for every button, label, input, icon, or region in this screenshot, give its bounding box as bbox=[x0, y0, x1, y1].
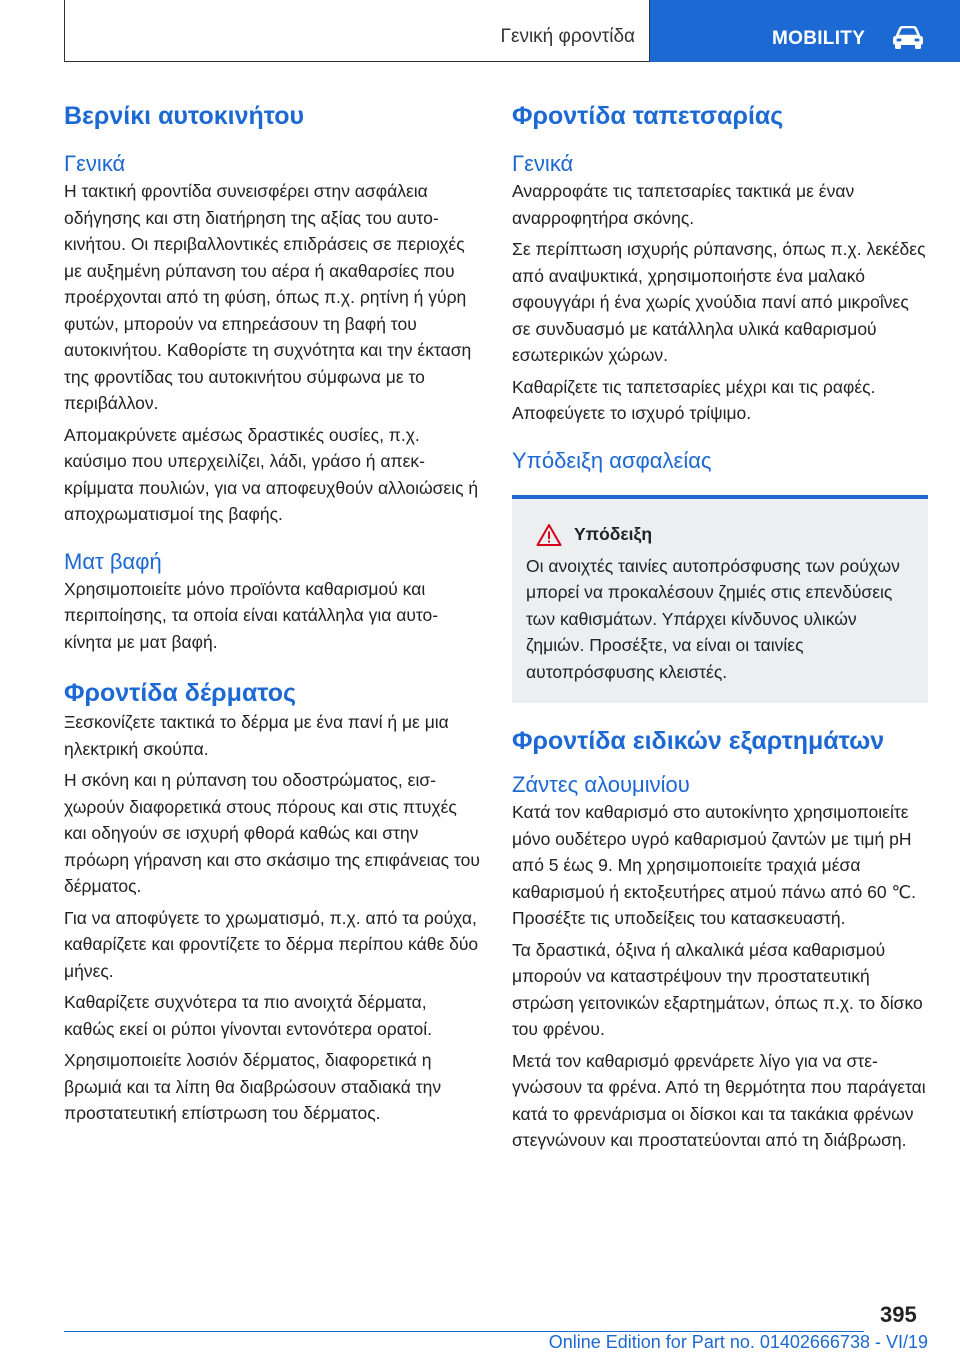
paragraph: Η σκόνη και η ρύπανση του οδοστρώματος, εισχωρούν διαφορετικά στους πόρους και στις πτυχές και οδηγούν σε ισχυρή φθορά καθώς και στην πρόωρη γήρανση και στο σκάσιμο της επιφάνειας του δέρματος. bbox=[64, 770, 480, 896]
warning-box bbox=[512, 495, 928, 704]
left-column bbox=[64, 100, 480, 1127]
paragraph: Χρησιμοποιείτε μόνο προϊόντα καθαρισμού και περιποίησης, τα οποία είναι κατάλληλα για αυτοκίνητα με ματ βαφή. bbox=[64, 578, 439, 652]
warning-title: Υπόδειξη bbox=[574, 524, 653, 544]
page-number: 395 bbox=[880, 1302, 917, 1327]
header-brand-label: MOBILITY bbox=[772, 28, 866, 49]
footer-edition: Online Edition for Part no. 01402666738 - VI/19 bbox=[548, 1332, 928, 1352]
heading-upholstery: Φροντίδα ταπετσαρίας bbox=[512, 102, 784, 130]
car-icon bbox=[891, 26, 925, 50]
subheading-safety: Υπόδειξη ασφαλείας bbox=[512, 447, 712, 473]
header-section-box bbox=[64, 0, 650, 62]
subheading-matt: Ματ βαφή bbox=[64, 548, 162, 574]
paragraph: Τα δραστικά, όξινα ή αλκαλικά μέσα καθαρισμού μπορούν να καταστρέψουν την προστατευτική στρώση γειτονικών εξαρτημάτων, όπως π.χ. το δίσκο του φρένου. bbox=[512, 939, 923, 1039]
warning-text: Οι ανοιχτές ταινίες αυτοπρόσφυσης των ρούχων μπορεί να προκαλέσουν ζημιές στις επενδύσεις των καθισμάτων. Υπάρχει κίνδυνος υλικών ζημιών. Προσέξτε, να είναι οι ταινίες αυτοπρόσφυσης κλειστές. bbox=[526, 555, 900, 682]
paragraph: Η τακτική φροντίδα συνεισφέρει στην ασφάλεια οδήγησης και στη διατήρηση της αξίας του αυτοκινήτου. Οι περιβαλλοντικές επιδράσεις σε περιοχές με αυξημένη ρύπανση του αέρα ή ακαθαρσίες που προέρχονται από τη φύση, όπως π.χ. ρητίνη ή γύρη φυτών, μπορούν να επηρεάσουν τη βαφή του αυτοκινήτου. Καθορίστε τη συχνότητα και την έκταση της φροντίδας του αυτοκινήτου σύμφωνα με το περιβάλλον. bbox=[64, 181, 472, 413]
paragraph: Αναρροφάτε τις ταπετσαρίες τακτικά με έναν αναρροφητήρα σκόνης. bbox=[512, 181, 855, 228]
header-section-title: Γενική φροντίδα bbox=[500, 26, 635, 47]
paragraph: Κατά τον καθαρισμό στο αυτοκίνητο χρησιμοποιείτε μόνο ουδέτερο υγρό καθαρισμού ζαντών με τιμή pH από 5 έως 9. Μη χρησιμοποιείτε τραχιά μέσα καθαρισμού ή εκτοξευτήρες ατμού πάνω από 60 ℃. Προσέξτε τις υποδείξεις του κατασκευαστή. bbox=[512, 802, 916, 928]
subheading-general: Γενικά bbox=[512, 151, 574, 176]
subheading-wheels: Ζάντες αλουμινίου bbox=[512, 772, 690, 797]
paragraph: Καθαρίζετε τις ταπετσαρίες μέχρι και τις ραφές. Αποφεύγετε το ισχυρό τρίψιμο. bbox=[512, 376, 876, 423]
heading-leather: Φροντίδα δέρματος bbox=[64, 679, 297, 707]
header-brand-box bbox=[650, 0, 960, 62]
paragraph: Καθαρίζετε συχνότερα τα πιο ανοιχτά δέρματα, καθώς εκεί οι ρύποι γίνονται εντονότερα ορατοί. bbox=[64, 992, 432, 1039]
heading-varnish: Βερνίκι αυτοκινήτου bbox=[64, 102, 305, 130]
paragraph: Ξεσκονίζετε τακτικά το δέρμα με ένα πανί ή με μια ηλεκτρική σκούπα. bbox=[64, 712, 449, 759]
subheading-general: Γενικά bbox=[64, 151, 126, 176]
paragraph: Για να αποφύγετε το χρωματισμό, π.χ. από τα ρούχα, καθαρίζετε και φροντίζετε το δέρμα περίπου κάθε δύο μήνες. bbox=[64, 907, 479, 981]
warning-header bbox=[526, 523, 914, 547]
right-column bbox=[512, 100, 928, 1154]
paragraph: Σε περίπτωση ισχυρής ρύπανσης, όπως π.χ. λεκέδες από αναψυκτικά, χρησιμοποιήστε ένα μαλακό σφουγγάρι ή ένα χωρίς χνούδια πανί από μικροΐνες σε συνδυασμό με κατάλληλα υλικά καθαρισμού εσωτερικών χώρων. bbox=[512, 239, 926, 365]
paragraph: Μετά τον καθαρισμό φρενάρετε λίγο για να στεγνώσουν τα φρένα. Από τη θερμότητα που παράγεται κατά το φρενάρισμα οι δίσκοι και τα τακάκια φρένων στεγνώνουν και προστατεύονται από τη διάβρωση. bbox=[512, 1050, 926, 1150]
paragraph: Χρησιμοποιείτε λοσιόν δέρματος, διαφορετικά η βρωμιά και τα λίπη θα διαβρώσουν σταδιακά την προστατευτική επίστρωση του δέρματος. bbox=[64, 1050, 442, 1123]
paragraph: Απομακρύνετε αμέσως δραστικές ουσίες, π.χ. καύσιμο που υπερχειλίζει, λάδι, γράσο ή απεκκρίμματα πουλιών, για να αποφευχθούν αλλοιώσεις ή αποχρωματισμοί της βαφής. bbox=[64, 424, 479, 524]
warning-triangle-icon bbox=[536, 523, 562, 547]
heading-special-parts: Φροντίδα ειδικών εξαρτημάτων bbox=[512, 727, 885, 755]
